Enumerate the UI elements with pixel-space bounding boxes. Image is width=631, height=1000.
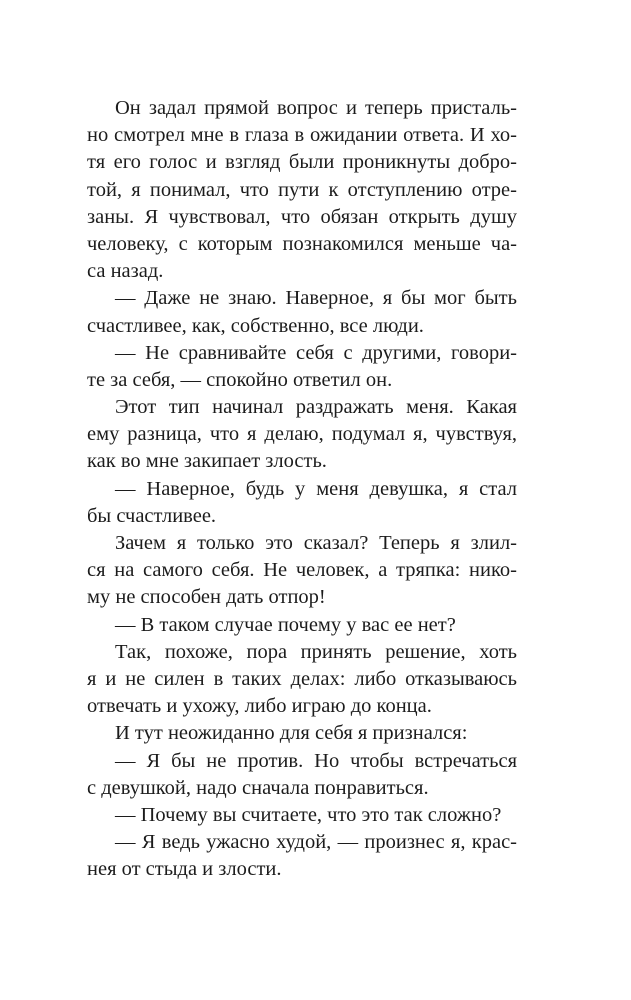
body-text: [87, 95, 517, 883]
text-line: — Наверное, будь у меня девушка, я стал: [115, 477, 517, 500]
text-line: са назад.: [87, 260, 164, 283]
text-line: Этот тип начинал раздражать меня. Какая: [115, 396, 517, 419]
text-line: Он задал прямой вопрос и теперь присталь-: [115, 97, 517, 119]
text-line: те за себя, — спокойно ответил он.: [87, 368, 393, 391]
text-line: — Я бы не против. Но чтобы встречаться: [115, 749, 517, 772]
text-line: нея от стыда и злости.: [87, 858, 282, 881]
text-line: как во мне закипает злость.: [87, 450, 327, 473]
text-line: Зачем я только это сказал? Теперь я злил-: [115, 532, 517, 554]
text-line: человеку, с которым познакомился меньше ча-: [87, 232, 517, 255]
text-line: — Не сравнивайте себя с другими, говори-: [115, 341, 517, 364]
text-line: с девушкой, надо сначала понравиться.: [87, 776, 429, 799]
text-line: — Почему вы считаете, что это так сложно?: [115, 803, 502, 826]
text-line: тя его голос и взгляд были проникнуты добро-: [87, 151, 517, 174]
text-line: но смотрел мне в глаза в ожидании ответа. И хо-: [87, 124, 517, 147]
text-line: му не способен дать отпор!: [87, 586, 326, 609]
text-line: отвечать и ухожу, либо играю до конца.: [87, 695, 432, 718]
text-line: бы счастливее.: [87, 504, 217, 527]
text-line: счастливее, как, собственно, все люди.: [87, 314, 424, 337]
text-line: И тут неожиданно для себя я признался:: [115, 722, 468, 745]
text-line: я и не силен в таких делах: либо отказываюсь: [87, 667, 517, 690]
text-line: — В таком случае почему у вас ее нет?: [115, 613, 456, 636]
text-line: ему разница, что я делаю, подумал я, чувствуя,: [87, 423, 517, 446]
text-line: ся на самого себя. Не человек, а тряпка: нико-: [87, 559, 517, 582]
text-line: той, я понимал, что пути к отступлению отре-: [87, 178, 517, 201]
text-line: — Я ведь ужасно худой, — произнес я, крас-: [115, 831, 517, 854]
text-line: Так, похоже, пора принять решение, хоть: [115, 640, 517, 663]
text-line: заны. Я чувствовал, что обязан открыть душу: [87, 205, 517, 228]
text-line: — Даже не знаю. Наверное, я бы мог быть: [115, 287, 517, 310]
